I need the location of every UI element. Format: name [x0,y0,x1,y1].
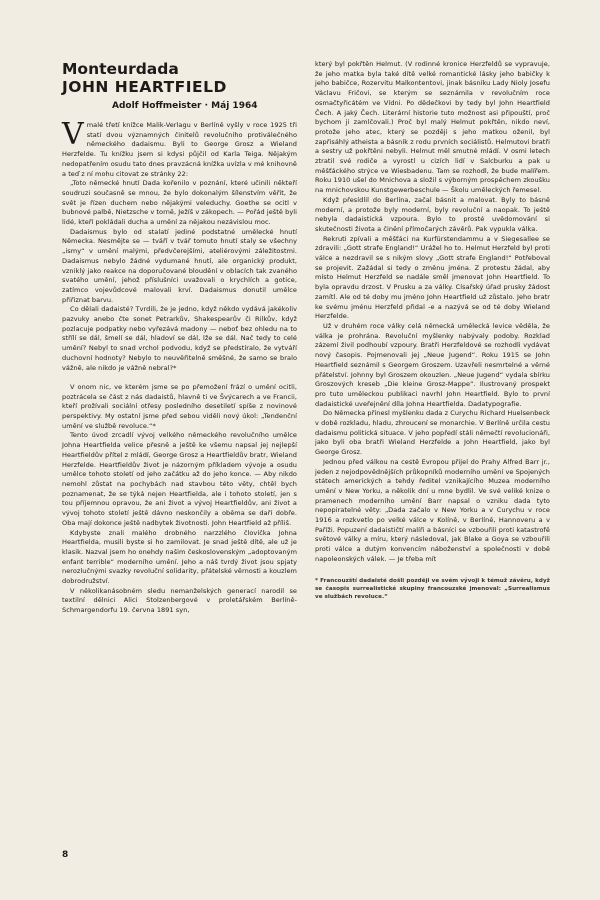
drop-cap: V [62,117,84,152]
article-byline: Adolf Hoffmeister · Máj 1964 [112,101,258,111]
page-number: 8 [62,850,69,860]
paragraph: Do Německa přinesl myšlenku dada z Curychu Richard Huelsenbeck v době rozkladu, hladu, zhroucení se monarchie. V Berlíně určila cestu dadaismu politická situace. V jeho popředí stáli němečtí revolucionáři, jako byli oba bratři Wieland Herzfelde a John Heartfield, jako byl George Grosz. [315,409,550,457]
footnote: * Francouzští dadaisté došli později ve svém vývoji k témuž závěru, když se časopis surrealistické skupiny francouzské jmenoval: „Surrealismus ve službách revoluce.“ [315,577,550,600]
article-title: JOHN HEARTFIELD [62,78,227,96]
paragraph: V několikanásobném sledu nemanželských generací narodil se textilní dělnici Alici Stolzenbergové v proletářském Berlíně-Schmargendorfu 19. června 1891 syn, [62,586,297,615]
paragraph: V onom nic, ve kterém jsme se po přemožení frází o umění ocitli, poztrácela se část z nás dadaistů, hlavně ti ve Švýcarech a ve Francii, kteří prožívali sociální otřesy posledního desetiletí spíše z novinové perspektivy. My ostatní jsme před sebou viděli nový úkol: „Tendenční umění ve službě revoluce.“* [62,382,297,430]
paragraph: Co dělali dadaisté? Tvrdili, že je jedno, když někdo vydává jakékoliv pazvuky anebo čte sonet Petrarkův, Shakespearův či Rilkův, když pozlacuje podpatky nebo vyřezává madony — neboť bez ohledu na to střílí se dál, šmelí se dál, hladoví se dál, lže se dál. Nač tedy to celé umění? Nebyl to snad vrchol podvodu, když se předstíralo, že vytváří duchovní hodnoty? Nebylo to neuvěřitelně směšné, že samo se bralo vážně, ale nikdo je vážně nebral?* [62,305,297,372]
paragraph-text: malé třetí knížce Malik-Verlagu v Berlíně vyšly v roce 1925 tři statí dvou významných činitelů revolučního protiválečného německého dadaismu. Byli to George Grosz a Wieland Herzfelde. Tu knížku jsem si kdysi půjčil od Karla Teiga. Nějakým nedopatřením osudu tato dnes pravzácná knížka uvízla v mé knihovně a teď z ní mohu citovat ze stránky 22: [62,121,297,178]
paragraph: Tento úvod zrcadlí vývoj velkého německého revolučního umělce Johna Heartfielda velice přesně a ještě ke všemu napsal jej nejlepší Heartfieldův přítel z mládí, George Grosz a Heartfieldův bratr, Wieland Herzfelde. Heartfieldův život je názorným příkladem vývoje a osudu umělce tohoto století od jeho začátku až do jeho konce. — Aby nikdo nemohl zůstat na pochybách nad stavbou této věty, chtěl bych poznamenat, že se týká nejen Heartfielda, ale i tohoto století, jen s tou příjemnou opravou, že ani život a vývoj Heartfieldův, ani život a vývoj tohoto století ještě dávno neskončily a oběma se daří dobře. Oba mají dokonce ještě nadbytek životnosti. John Heartfield až příliš. [62,431,297,527]
paragraph: Kdybyste znali malého drobného narzzlého človíčka Johna Heartfielda, musili byste si ho zamilovat. Je snad ještě dítě, ale už je klasik. Nazval jsem ho onehdy našim československým „adoptovaným enfant terrible“ moderního umění. Jeho a náš tvrdý život jsou spjaty nerozlučnými svazky revoluční solidarity, přátelské věrnosti a kouzlem dobrodružství. [62,528,297,586]
paragraph: Jednou před válkou na cestě Evropou přijel do Prahy Alfred Barr jr., jeden z nejodpovědnějších průkopníků moderního umění ve Spojených státech amerických a tehdy ředitel vznikajícího Muzea moderního umění v New Yorku, a několik dní u mne bydlil. Ve své veliké knize o pramenech moderního umění Barr napsal o vzniku dada tyto nepopiratelné věty: „Dada začalo v New Yorku a v Curychu v roce 1916 a rozkvetlo po velké válce v Kolíně, v Berlíně, Hannoveru a v Paříži. Popuzení dadaističtí malíři a básníci se vzbouřili proti katastrofě světové války a míru, který následoval, jak Blake a Goya se vzbouřili proti válce a dutým konvencím náboženství a společnosti v době napoleonských válek. — Je třeba mít [315,457,550,563]
paragraph: který byl pokřtěn Helmut. (V rodinné kronice Herzfeldů se vypravuje, že jeho matka byla také dítě velké romantické lásky jeho babičky k jeho babičce, Rozervitu Malkontentovi, jinak básníku Lady Nioly Josefu Václavu Fričovi, se kterým se seznámila v revolučním roce osmačtyřicátém ve Vídni. Po dědečkovi by tedy byl John Heartfield Čech. A jaký Čech. Literární historie tuto možnost asi připouští, proč bychom ji zamlčovali.) Proč byl malý Helmut pokřtěn, nikdo neví, protože jeho atec, který se později s jeho matkou oženil, byl zapřisáhlý atheista a básník z rodu prvních sociálistů. Helmutovi bratři a sestry už pokřtěni nebyli. Helmut měl smutné mládí. V osmi letech ztratil své rodiče a vyrostl u cizích lidí v Salcburku a pak u měšťáckého strýce ve Wiesbadenu. Tam se rozhodl, že bude malířem. Roku 1910 ušel do Mnichova a složil s výborným prospěchem zkoušku na mnichovskou Kunstgewerbeschule — Školu uměleckých řemesel. [315,60,550,195]
left-column [62,60,297,616]
right-column [315,60,550,601]
paragraph: Už v druhém roce války celá německá umělecká levice věděla, že válka je prohrána. Revoluční myšlenky nabývaly podoby. Rozklad zázemí živil podhoubí vzpoury. Bratři Herzfeldové se rozhodli vydávat nový časopis. Pojmenovali jej „Neue Jugend“. Roku 1915 se John Heartfield seznámil s Georgem Groszem. Uzavřeli nesmrtelné a věrné přátelství. Johnny byl Groszem okouzlen. „Neue Jugend“ vydala sbírku Groszových kreseb „Die kleine Grosz-Mappe“. Ilustrovaný prospekt pro tuto uměleckou publikaci navrhl John Heartfield. Bylo to první dadaistické uveřejnění díla Johna Heartfielda. Dadatypografie. [315,321,550,408]
paragraph: Dadaismus bylo od stalatí jediné podstatné umělecké hnutí Německa. Nesmějte se — tváří v tvář tomuto hnutí staly se všechny „ismy“ v umění malými, předvčerejšími, ateliérovými záležitostmi. Dadaismus nebylo žádné vydumané hnutí, ale organický produkt, vzniklý jako reakce na doporučované bloudění v oblacích tak zvaného svatého umění, jehož příslušníci uvažovali o krychlích a gotice, zatímco vojevůdcové malovali krví. Dadaismus donutil umělce přiřiznat barvu. [62,227,297,304]
article-kicker: Monteurdada [62,60,179,78]
paragraph [62,117,297,179]
paragraph: Rekruti zpívali a měšťáci na Kurfürstendammu a v Siegesallee se zdravili: „Gott strafe England!“ Urážel ho to. Helmut Herzfeld byl proti válce a nezdravil se s nikým slovy „Gott strafe England!“ Potřeboval se projevit. Zažádal si tedy o změnu jména. Z protestu žádal, aby místo Helmut Herzfeld se nadále směl jmenovat John Heartfield. To byla opravdu drzost. V Prusku a za války. Císařský úřad prusky žádost zamítl. Ale od té doby mu jméno John Heartfield už zůstalo. Jeho bratr ke svému jménu Herzfeld přidal -e a nazývá se od té doby Wieland Herzfelde. [315,234,550,321]
paragraph: Když přesídlil do Berlína, začal básnit a malovat. Byly to básně moderní, a protože byly moderní, byly revoluční a naopak. To ještě nebyla dadaistická vzpoura. Bylo to prosté uvědomování si skutečnosti života a činění přímočarých závěrů. Pak vypukla válka. [315,195,550,233]
paragraph: „Toto německé hnutí Dada kořenilo v poznání, které učinili někteří soudruzi současně se mnou, že bylo dokonalým šílenstvím věřit, že svět je řízen duchem nebo nějakými veleduchy. Goethe se ocitl v bubnové palbě, Nietzsche v torně, Ježíš v zákopech. — Pořád ještě byli lidé, kteří pokládali ducha a umění za nějakou nezávislou moc. [62,179,297,227]
